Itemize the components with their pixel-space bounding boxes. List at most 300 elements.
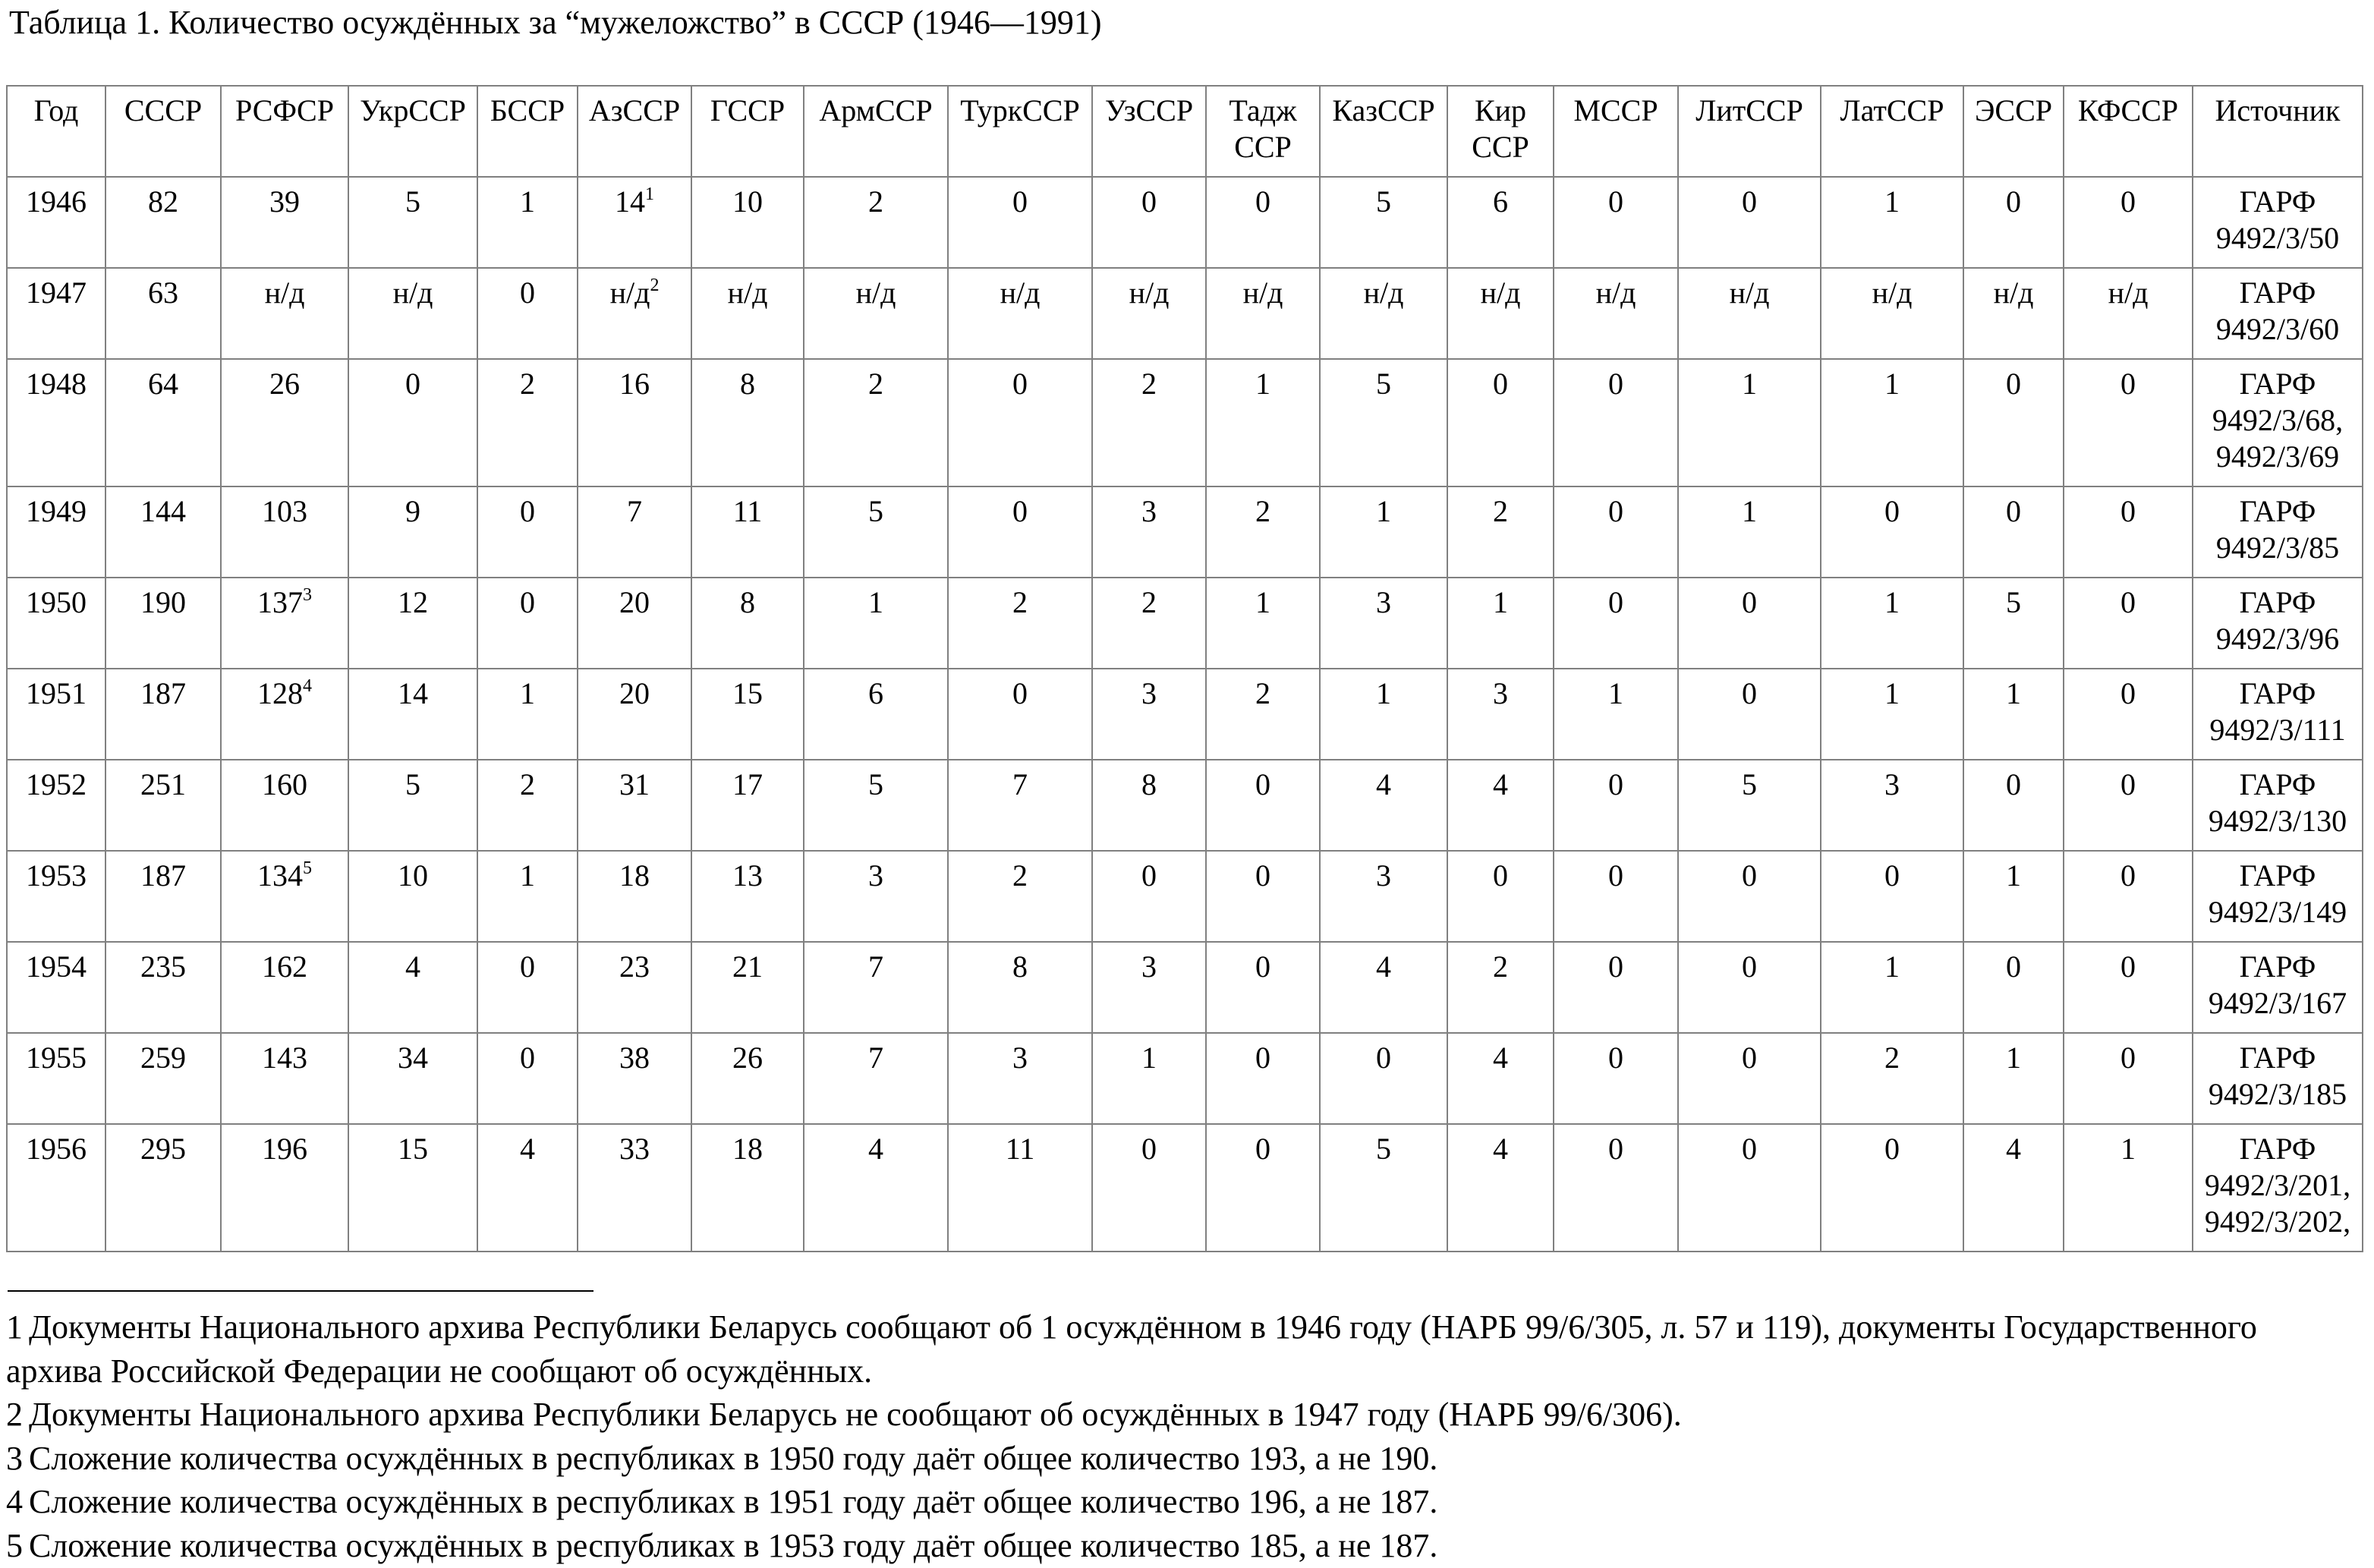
table-cell	[1320, 578, 1447, 669]
cell-value: 7	[627, 494, 642, 528]
footnote-marker: 4	[303, 675, 312, 696]
table-cell	[348, 268, 477, 359]
cell-value: 2	[1141, 367, 1157, 401]
cell-value: 0	[2006, 494, 2021, 528]
column-header: Кир ССР	[1447, 86, 1554, 177]
year-cell: 1953	[7, 851, 105, 942]
table-cell	[948, 760, 1092, 851]
cell-value: н/д	[1993, 276, 2034, 310]
source-cell: ГАРФ 9492/3/111	[2193, 669, 2363, 760]
table-cell	[1092, 359, 1206, 486]
cell-value: 0	[2006, 367, 2021, 401]
table-cell	[1678, 851, 1821, 942]
table-cell	[1678, 359, 1821, 486]
table-cell	[948, 486, 1092, 578]
table-cell	[1320, 486, 1447, 578]
cell-value: 0	[1884, 858, 1900, 893]
cell-value: 8	[1012, 949, 1028, 984]
table-cell	[1447, 760, 1554, 851]
cell-value: 295	[140, 1132, 186, 1166]
cell-value: 0	[405, 367, 420, 401]
table-cell	[1320, 177, 1447, 268]
table-cell	[1821, 578, 1963, 669]
column-header: ЛитССР	[1678, 86, 1821, 177]
cell-value: 5	[405, 767, 420, 801]
year-cell: 1951	[7, 669, 105, 760]
table-row	[7, 1124, 2363, 1252]
source-cell: ГАРФ 9492/3/167	[2193, 942, 2363, 1033]
column-header: УзССР	[1092, 86, 1206, 177]
cell-value: 0	[1608, 1041, 1623, 1075]
table-cell	[578, 268, 691, 359]
table-cell	[105, 669, 221, 760]
cell-value: 5	[1376, 1132, 1391, 1166]
column-header: ЛатССР	[1821, 86, 1963, 177]
cell-value: 1	[2006, 1041, 2021, 1075]
cell-value: 15	[732, 676, 763, 710]
table-cell	[1554, 669, 1678, 760]
footnote-text: Сложение количества осуждённых в республиках в 1951 году даёт общее количество 196, а не 187.	[29, 1483, 1438, 1521]
cell-value: 10	[732, 184, 763, 219]
table-cell	[1963, 486, 2064, 578]
table-cell	[1206, 669, 1320, 760]
year-cell: 1952	[7, 760, 105, 851]
table-cell	[1554, 760, 1678, 851]
cell-value: 0	[520, 1041, 535, 1075]
table-cell	[1447, 1124, 1554, 1252]
table-cell	[1206, 177, 1320, 268]
table-cell	[2064, 1033, 2193, 1124]
cell-value: 4	[1493, 767, 1508, 801]
cell-value: 3	[1141, 949, 1157, 984]
cell-value: 2	[868, 184, 883, 219]
table-cell	[1320, 669, 1447, 760]
table-cell	[105, 359, 221, 486]
cell-value: 2	[1255, 676, 1270, 710]
table-cell	[1092, 851, 1206, 942]
source-cell: ГАРФ 9492/3/185	[2193, 1033, 2363, 1124]
table-row	[7, 1033, 2363, 1124]
header-row	[7, 86, 2363, 177]
column-header: ГССР	[691, 86, 804, 177]
cell-value: 1	[1376, 494, 1391, 528]
table-cell	[948, 669, 1092, 760]
table-cell	[804, 268, 948, 359]
table-cell	[1447, 851, 1554, 942]
table-cell	[221, 268, 348, 359]
table-cell	[477, 578, 578, 669]
source-cell: ГАРФ 9492/3/85	[2193, 486, 2363, 578]
footnote-marker: 3	[303, 584, 312, 605]
cell-value: 0	[1608, 184, 1623, 219]
table-cell	[1821, 942, 1963, 1033]
table-cell	[2064, 359, 2193, 486]
source-cell: ГАРФ 9492/3/50	[2193, 177, 2363, 268]
cell-value: н/д	[392, 276, 433, 310]
table-cell	[2064, 1124, 2193, 1252]
table-cell	[1206, 359, 1320, 486]
table-cell	[1447, 359, 1554, 486]
table-cell	[105, 1124, 221, 1252]
table-cell	[2064, 669, 2193, 760]
cell-value: 0	[1608, 1132, 1623, 1166]
table-cell	[1963, 760, 2064, 851]
table-cell	[477, 359, 578, 486]
cell-value: 0	[1255, 767, 1270, 801]
cell-value: н/д	[264, 276, 305, 310]
table-cell	[221, 486, 348, 578]
table-cell	[578, 1124, 691, 1252]
cell-value: 20	[619, 585, 650, 619]
table-cell	[2064, 486, 2193, 578]
table-cell	[1678, 578, 1821, 669]
page-title: Таблица 1. Количество осуждённых за “мужеложство” в СССР (1946—1991)	[9, 4, 1102, 41]
table-cell	[578, 486, 691, 578]
table-cell	[948, 942, 1092, 1033]
cell-value: 5	[1376, 184, 1391, 219]
cell-value: 0	[1255, 858, 1270, 893]
cell-value: 33	[619, 1132, 650, 1166]
cell-value: 39	[269, 184, 300, 219]
table-cell	[948, 1033, 1092, 1124]
cell-value: 1	[1376, 676, 1391, 710]
table-cell	[1320, 268, 1447, 359]
cell-value: 0	[1608, 767, 1623, 801]
table-cell	[1821, 177, 1963, 268]
table-cell	[221, 177, 348, 268]
cell-value: 3	[1376, 585, 1391, 619]
cell-value: 0	[2121, 1041, 2136, 1075]
cell-value: н/д	[1363, 276, 1404, 310]
table-cell	[477, 760, 578, 851]
cell-value: 1	[868, 585, 883, 619]
cell-value: 1	[1493, 585, 1508, 619]
footnote-number: 4	[6, 1483, 23, 1521]
table-cell	[477, 1124, 578, 1252]
table-row	[7, 268, 2363, 359]
cell-value: 0	[1884, 494, 1900, 528]
cell-value: 3	[868, 858, 883, 893]
cell-value: 1	[2121, 1132, 2136, 1166]
cell-value: 0	[2121, 676, 2136, 710]
table-cell	[1678, 1033, 1821, 1124]
cell-value: н/д	[1000, 276, 1041, 310]
cell-value: 4	[1376, 767, 1391, 801]
cell-value: 0	[1742, 585, 1757, 619]
cell-value: 38	[619, 1041, 650, 1075]
table-cell	[1206, 942, 1320, 1033]
table-cell	[1963, 1033, 2064, 1124]
footnote-number: 3	[6, 1439, 23, 1477]
table-cell	[1447, 268, 1554, 359]
table-cell	[477, 486, 578, 578]
cell-value: 0	[2121, 184, 2136, 219]
table-cell	[221, 578, 348, 669]
cell-value: 0	[2121, 494, 2136, 528]
cell-value: 0	[1012, 184, 1028, 219]
table-cell	[578, 760, 691, 851]
cell-value: 0	[1012, 367, 1028, 401]
cell-value: 4	[2006, 1132, 2021, 1166]
cell-value: 1	[1884, 676, 1900, 710]
table-cell	[2064, 578, 2193, 669]
cell-value: 0	[2121, 767, 2136, 801]
table-cell	[1554, 578, 1678, 669]
cell-value: 34	[398, 1041, 428, 1075]
table-cell	[691, 942, 804, 1033]
table-cell	[1206, 486, 1320, 578]
cell-value: 5	[2006, 585, 2021, 619]
table-cell	[691, 359, 804, 486]
source-cell: ГАРФ 9492/3/60	[2193, 268, 2363, 359]
cell-value: н/д	[1729, 276, 1770, 310]
cell-value: 10	[398, 858, 428, 893]
table-cell	[1963, 669, 2064, 760]
source-cell: ГАРФ 9492/3/96	[2193, 578, 2363, 669]
cell-value: 0	[1255, 1041, 1270, 1075]
table-cell	[578, 669, 691, 760]
footnote-separator	[8, 1290, 594, 1292]
cell-value: 21	[732, 949, 763, 984]
table-cell	[804, 177, 948, 268]
year-cell: 1949	[7, 486, 105, 578]
footnote-marker: 2	[650, 275, 660, 295]
table-cell	[348, 760, 477, 851]
table-cell	[578, 177, 691, 268]
table-cell	[948, 359, 1092, 486]
table-cell	[105, 578, 221, 669]
table-cell	[1447, 942, 1554, 1033]
table-cell	[2064, 760, 2193, 851]
table-cell	[804, 486, 948, 578]
cell-value: 1	[2006, 676, 2021, 710]
cell-value: 12	[398, 585, 428, 619]
table-cell	[1821, 760, 1963, 851]
table-cell	[1554, 268, 1678, 359]
footnote-number: 5	[6, 1526, 23, 1564]
cell-value: 0	[1141, 1132, 1157, 1166]
cell-value: 1	[520, 676, 535, 710]
cell-value: 1	[1742, 494, 1757, 528]
cell-value: 2	[1012, 585, 1028, 619]
table-cell	[691, 851, 804, 942]
table-cell	[948, 177, 1092, 268]
table-cell	[1554, 942, 1678, 1033]
column-header: УкрССР	[348, 86, 477, 177]
year-cell: 1950	[7, 578, 105, 669]
table-cell	[1554, 359, 1678, 486]
column-header: ЭССР	[1963, 86, 2064, 177]
table-cell	[105, 268, 221, 359]
table-cell	[1320, 1033, 1447, 1124]
table-cell	[804, 851, 948, 942]
table-cell	[1678, 669, 1821, 760]
cell-value: 8	[1141, 767, 1157, 801]
table-cell	[348, 486, 477, 578]
column-header: КФССР	[2064, 86, 2193, 177]
cell-value: 17	[732, 767, 763, 801]
table-cell	[1821, 486, 1963, 578]
cell-value: 0	[1608, 367, 1623, 401]
cell-value: 0	[1141, 858, 1157, 893]
table-row	[7, 760, 2363, 851]
table-cell	[691, 1033, 804, 1124]
cell-value: 1	[2006, 858, 2021, 893]
cell-value: 1	[1884, 585, 1900, 619]
cell-value: н/д	[609, 276, 650, 310]
cell-value: 187	[140, 858, 186, 893]
cell-value: н/д	[855, 276, 896, 310]
table-cell	[2064, 851, 2193, 942]
cell-value: 162	[262, 949, 307, 984]
table-cell	[691, 578, 804, 669]
cell-value: 0	[2121, 949, 2136, 984]
table-cell	[2064, 177, 2193, 268]
cell-value: 20	[619, 676, 650, 710]
cell-value: 3	[1012, 1041, 1028, 1075]
table-cell	[477, 177, 578, 268]
cell-value: 1	[1742, 367, 1757, 401]
year-cell: 1948	[7, 359, 105, 486]
cell-value: 0	[1255, 949, 1270, 984]
table-cell	[105, 851, 221, 942]
column-header: БССР	[477, 86, 578, 177]
table-cell	[1678, 1124, 1821, 1252]
cell-value: 1	[1884, 367, 1900, 401]
cell-value: 1	[520, 184, 535, 219]
cell-value: 0	[1493, 858, 1508, 893]
cell-value: 8	[740, 367, 755, 401]
cell-value: 0	[1742, 858, 1757, 893]
cell-value: 187	[140, 676, 186, 710]
table-cell	[948, 268, 1092, 359]
table-row	[7, 177, 2363, 268]
table-cell	[221, 851, 348, 942]
table-cell	[804, 942, 948, 1033]
cell-value: 5	[868, 767, 883, 801]
cell-value: 0	[1742, 676, 1757, 710]
cell-value: 31	[619, 767, 650, 801]
cell-value: 2	[1012, 858, 1028, 893]
table-row	[7, 942, 2363, 1033]
table-cell	[105, 760, 221, 851]
table-cell	[1320, 942, 1447, 1033]
cell-value: 5	[405, 184, 420, 219]
cell-value: 7	[868, 1041, 883, 1075]
cell-value: 7	[1012, 767, 1028, 801]
footnote-marker: 5	[303, 858, 312, 878]
cell-value: 0	[1608, 585, 1623, 619]
table-cell	[221, 942, 348, 1033]
table-cell	[804, 578, 948, 669]
cell-value: 0	[2006, 184, 2021, 219]
cell-value: 0	[2121, 367, 2136, 401]
footnote-number: 2	[6, 1396, 23, 1434]
year-cell: 1946	[7, 177, 105, 268]
cell-value: 2	[1493, 494, 1508, 528]
table-header	[7, 86, 2363, 177]
table-cell	[948, 1124, 1092, 1252]
table-cell	[105, 486, 221, 578]
source-cell: ГАРФ 9492/3/130	[2193, 760, 2363, 851]
cell-value: 4	[1493, 1132, 1508, 1166]
table-cell	[1320, 851, 1447, 942]
cell-value: 11	[732, 494, 763, 528]
table-cell	[1963, 942, 2064, 1033]
cell-value: 0	[1608, 858, 1623, 893]
table-cell	[1678, 268, 1821, 359]
table-cell	[1821, 669, 1963, 760]
table-cell	[348, 578, 477, 669]
table-cell	[1554, 851, 1678, 942]
column-header: МССР	[1554, 86, 1678, 177]
column-header: ТуркССР	[948, 86, 1092, 177]
cell-value: 0	[2006, 949, 2021, 984]
table-cell	[1554, 177, 1678, 268]
cell-value: 1	[520, 858, 535, 893]
table-cell	[2064, 942, 2193, 1033]
source-cell: ГАРФ 9492/3/68, 9492/3/69	[2193, 359, 2363, 486]
cell-value: 4	[405, 949, 420, 984]
cell-value: 0	[1742, 184, 1757, 219]
table-cell	[105, 1033, 221, 1124]
table-cell	[691, 1124, 804, 1252]
table-cell	[1092, 1033, 1206, 1124]
table-cell	[348, 942, 477, 1033]
table-row	[7, 578, 2363, 669]
source-cell: ГАРФ 9492/3/149	[2193, 851, 2363, 942]
cell-value: 137	[257, 585, 303, 619]
cell-value: 14	[615, 184, 645, 219]
cell-value: 2	[1141, 585, 1157, 619]
column-header: РСФСР	[221, 86, 348, 177]
table-cell	[1554, 486, 1678, 578]
source-cell: ГАРФ 9492/3/201, 9492/3/202,	[2193, 1124, 2363, 1252]
cell-value: 9	[405, 494, 420, 528]
cell-value: 8	[740, 585, 755, 619]
table-cell	[348, 1124, 477, 1252]
footnote	[6, 1305, 2359, 1393]
footnote-text: Документы Национального архива Республики Беларусь не сообщают об осуждённых в 1947 году (НАРБ 99/6/306).	[29, 1396, 1682, 1434]
table-cell	[1447, 486, 1554, 578]
cell-value: 128	[257, 676, 303, 710]
cell-value: 0	[520, 276, 535, 310]
cell-value: н/д	[727, 276, 768, 310]
table-cell	[1447, 177, 1554, 268]
table-cell	[1206, 268, 1320, 359]
cell-value: 6	[868, 676, 883, 710]
cell-value: 5	[1376, 367, 1391, 401]
cell-value: 14	[398, 676, 428, 710]
cell-value: 23	[619, 949, 650, 984]
column-header: Год	[7, 86, 105, 177]
table-cell	[691, 669, 804, 760]
cell-value: 0	[1742, 1132, 1757, 1166]
cell-value: 18	[732, 1132, 763, 1166]
cell-value: 251	[140, 767, 186, 801]
year-cell: 1954	[7, 942, 105, 1033]
cell-value: 3	[1141, 676, 1157, 710]
year-cell: 1955	[7, 1033, 105, 1124]
table-cell	[1554, 1033, 1678, 1124]
table-cell	[1678, 486, 1821, 578]
table-cell	[1206, 578, 1320, 669]
table-cell	[1320, 1124, 1447, 1252]
cell-value: 4	[520, 1132, 535, 1166]
table-cell	[1092, 1124, 1206, 1252]
table-cell	[1963, 359, 2064, 486]
table-cell	[1447, 1033, 1554, 1124]
